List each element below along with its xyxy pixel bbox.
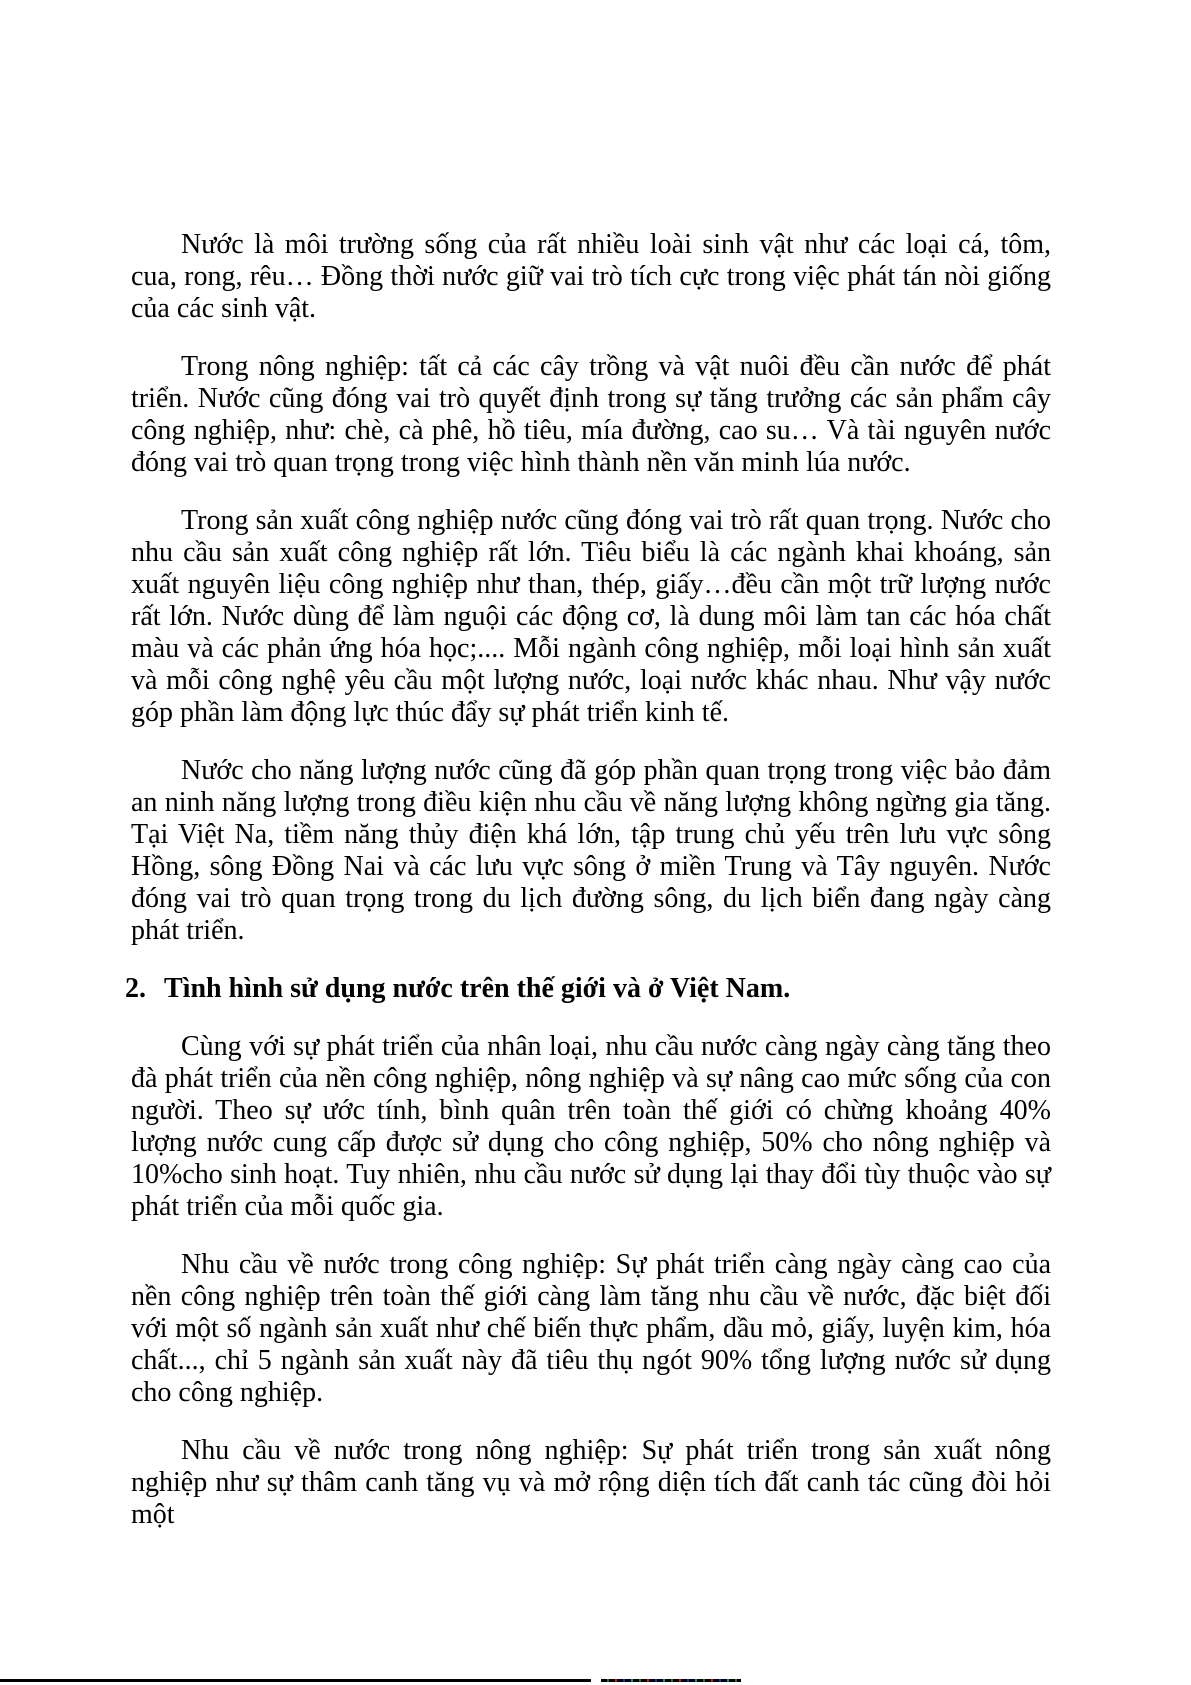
- paragraph: Nước cho năng lượng nước cũng đã góp phần quan trọng trong việc bảo đảm an ninh năng lượng trong điều kiện nhu cầu về năng lượng không ngừng gia tăng. Tại Việt Na, tiềm năng thủy điện khá lớn, tập trung chủ yếu trên lưu vực sông Hồng, sông Đồng Nai và các lưu vực sông ở miền Trung và Tây nguyên. Nước đóng vai trò quan trọng trong du lịch đường sông, du lịch biển đang ngày càng phát triển.: [131, 755, 1051, 946]
- bottom-edge-dashed-line: [601, 1679, 741, 1682]
- page-text-block: [125, 229, 1051, 1557]
- paragraph: Nhu cầu về nước trong nông nghiệp: Sự phát triển trong sản xuất nông nghiệp như sự thâm canh tăng vụ và mở rộng diện tích đất canh tác cũng đòi hỏi một: [131, 1435, 1051, 1530]
- paragraph: Trong sản xuất công nghiệp nước cũng đóng vai trò rất quan trọng. Nước cho nhu cầu sản xuất công nghiệp rất lớn. Tiêu biểu là các ngành khai khoáng, sản xuất nguyên liệu công nghiệp như than, thép, giấy…đều cần một trữ lượng nước rất lớn. Nước dùng để làm nguội các động cơ, là dung môi làm tan các hóa chất màu và các phản ứng hóa học;.... Mỗi ngành công nghiệp, mỗi loại hình sản xuất và mỗi công nghệ yêu cầu một lượng nước, loại nước khác nhau. Như vậy nước góp phần làm động lực thúc đẩy sự phát triển kinh tế.: [131, 505, 1051, 728]
- paragraph: Trong nông nghiệp: tất cả các cây trồng và vật nuôi đều cần nước để phát triển. Nước cũng đóng vai trò quyết định trong sự tăng trưởng các sản phẩm cây công nghiệp, như: chè, cà phê, hồ tiêu, mía đường, cao su… Và tài nguyên nước đóng vai trò quan trọng trong việc hình thành nền văn minh lúa nước.: [131, 351, 1051, 478]
- section-title: Tình hình sử dụng nước trên thế giới và ở Việt Nam.: [164, 973, 791, 1004]
- paragraph: Cùng với sự phát triển của nhân loại, nhu cầu nước càng ngày càng tăng theo đà phát triển của nền công nghiệp, nông nghiệp và sự nâng cao mức sống của con người. Theo sự ước tính, bình quân trên toàn thế giới có chừng khoảng 40% lượng nước cung cấp được sử dụng cho công nghiệp, 50% cho nông nghiệp và 10%cho sinh hoạt. Tuy nhiên, nhu cầu nước sử dụng lại thay đổi tùy thuộc vào sự phát triển của mỗi quốc gia.: [131, 1031, 1051, 1222]
- paragraph: Nhu cầu về nước trong công nghiệp: Sự phát triển càng ngày càng cao của nền công nghiệp trên toàn thế giới càng làm tăng nhu cầu về nước, đặc biệt đối với một số ngành sản xuất như chế biến thực phẩm, dầu mỏ, giấy, luyện kim, hóa chất..., chỉ 5 ngành sản xuất này đã tiêu thụ ngót 90% tổng lượng nước sử dụng cho công nghiệp.: [131, 1249, 1051, 1408]
- section-heading: [125, 973, 1051, 1005]
- paragraph: Nước là môi trường sống của rất nhiều loài sinh vật như các loại cá, tôm, cua, rong, rêu… Đồng thời nước giữ vai trò tích cực trong việc phát tán nòi giống của các sinh vật.: [131, 229, 1051, 324]
- section-number: 2.: [125, 973, 146, 1004]
- bottom-edge-solid-line: [0, 1679, 591, 1682]
